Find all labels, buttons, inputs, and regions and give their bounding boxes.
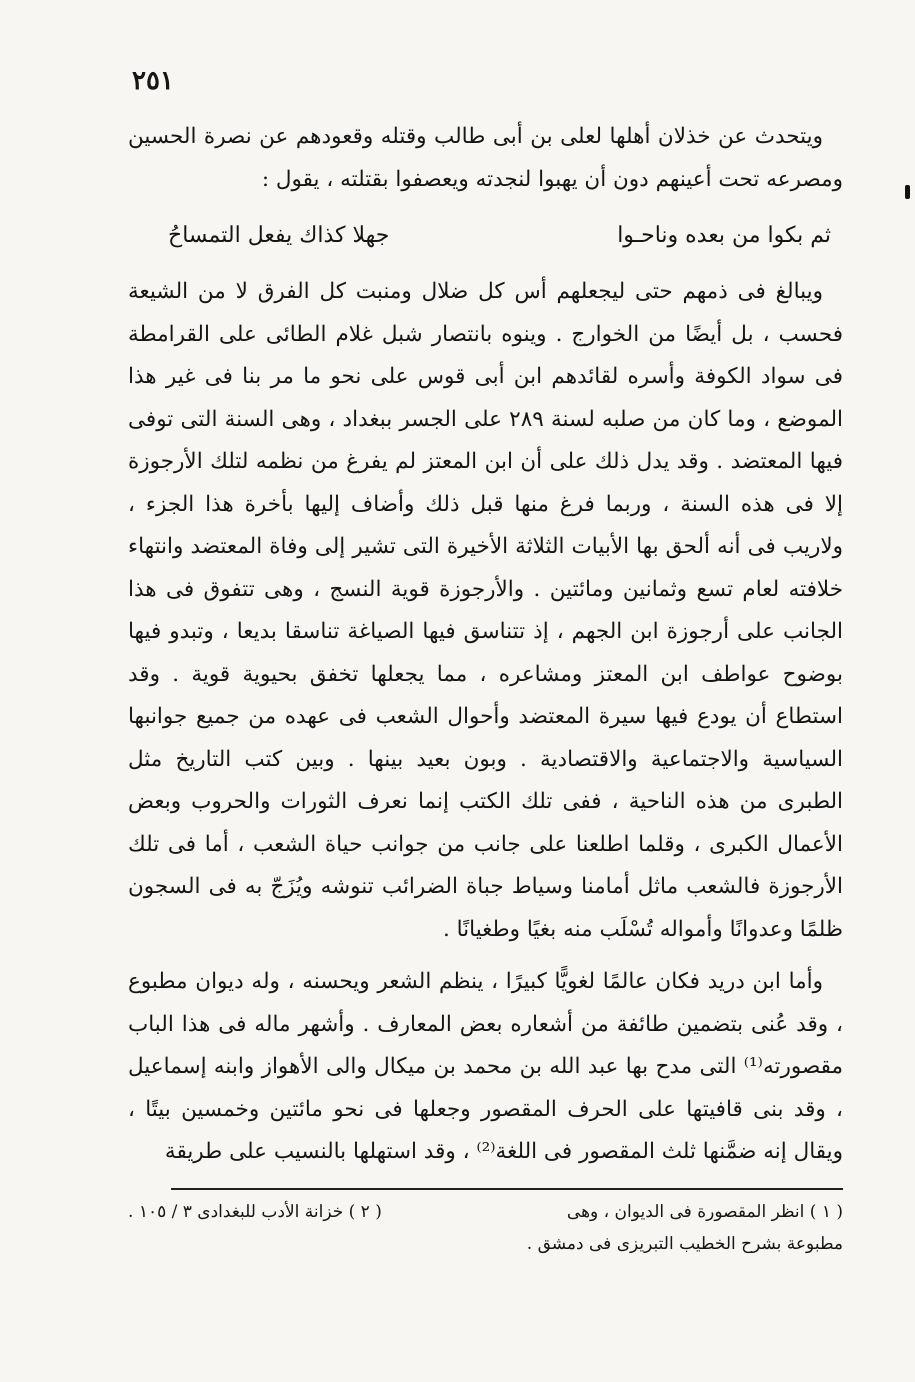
paragraph-2: ويبالغ فى ذمهم حتى ليجعلهم أس كل ضلال ومنبت كل الفرق لا من الشيعة فحسب ، بل أيضًا من الخوارج . وينوه بانتصار شبل غلام الطائى على القرامطة فى سواد الكوفة وأسره لقائدهم ابن أبى قوس على نحو ما مر بنا فى غير هذا الموضع ، وما كان من صلبه لسنة ٢٨٩ على الجسر ببغداد ، وهى السنة التى توفى فيها المعتضد . وقد يدل ذلك على أن ابن المعتز لم يفرغ من نظمه لتلك الأرجوزة إلا فى هذه السنة ، وربما فرغ منها قبل ذلك وأضاف إليها بأخرة هذا الجزء ، ولاريب فى أنه ألحق بها الأبيات الثلاثة الأخيرة التى تشير إلى وفاة المعتضد وانتهاء خلافته لعام تسع وثمانين ومائتين . والأرجوزة قوية النسج ، وهى تتفوق فى هذا الجانب على أرجوزة ابن الجهم ، إذ تتناسق فيها الصياغة تناسقا بديعا ، وتبدو فيها بوضوح عواطف ابن المعتز ومشاعره ، مما يجعلها تخفق بحيوية قوية . وقد استطاع أن يودع فيها سيرة المعتضد وأحوال الشعب فى عهده من جميع جوانبها السياسية والاجتماعية والاقتصادية . وبون بعيد بينها . وبين كتب التاريخ مثل الطبرى من هذه الناحية ، ففى تلك الكتب إنما نعرف الثورات والحروب وبعض الأعمال الكبرى ، وقلما اطلعنا على جانب من جوانب حياة الشعب ، أما فى تلك الأرجوزة فالشعب ماثل أمامنا وسياط جباة الضرائب تنوشه ويُزَجّ به فى السجون ظلمًا وعدوانًا وأمواله تُسْلَب منه بغيًا وطغيانًا . xyxy=(128,279,843,942)
verse-first-hemistich: ثم بكوا من بعده وناحـوا xyxy=(617,223,831,248)
footnote-1-continuation: مطبوعة بشرح الخطيب التبريزى فى دمشق . xyxy=(526,1233,843,1254)
footnote-separator xyxy=(171,1188,843,1190)
footnotes xyxy=(128,1196,843,1260)
footnote-2: ( ٢ ) خزانة الأدب للبغدادى ٣ / ١٠٥ . xyxy=(128,1201,382,1222)
footnote-row xyxy=(128,1196,843,1228)
paragraph-1: ويتحدث عن خذلان أهلها لعلى بن أبى طالب وقتله وقعودهم عن نصرة الحسين ومصرعه تحت أعينهم دون أن يهبوا لنجدته ويعصفوا بقتلته ، يقول : xyxy=(128,124,843,192)
paragraph-gap xyxy=(128,951,843,961)
body-text xyxy=(128,116,843,1174)
page-edge-mark xyxy=(905,185,910,199)
paragraph-3: وأما ابن دريد فكان عالمًا لغويًّا كبيرًا ، ينظم الشعر ويحسنه ، وله ديوان مطبوع ، وقد عُنى بتضمين طائفة من أشعاره بعض المعارف . وأشهر ماله فى هذا الباب مقصورته⁽¹⁾ التى مدح بها عبد الله بن محمد بن ميكال والى الأهواز وابنه إسماعيل ، وقد بنى قافيتها على الحرف المقصور وجعلها فى نحو مائتين وخمسين بيتًا ، ويقال إنه ضمَّنها ثلث المقصور فى اللغة⁽²⁾ ، وقد استهلها بالنسيب على طريقة xyxy=(128,969,843,1164)
page-number: ٢٥١ xyxy=(132,66,174,96)
footnote-1: ( ١ ) انظر المقصورة فى الديوان ، وهى xyxy=(566,1201,843,1222)
verse-second-hemistich: جهلا كذاك يفعل التمساحُ xyxy=(168,223,390,248)
poem-verse xyxy=(168,215,831,257)
